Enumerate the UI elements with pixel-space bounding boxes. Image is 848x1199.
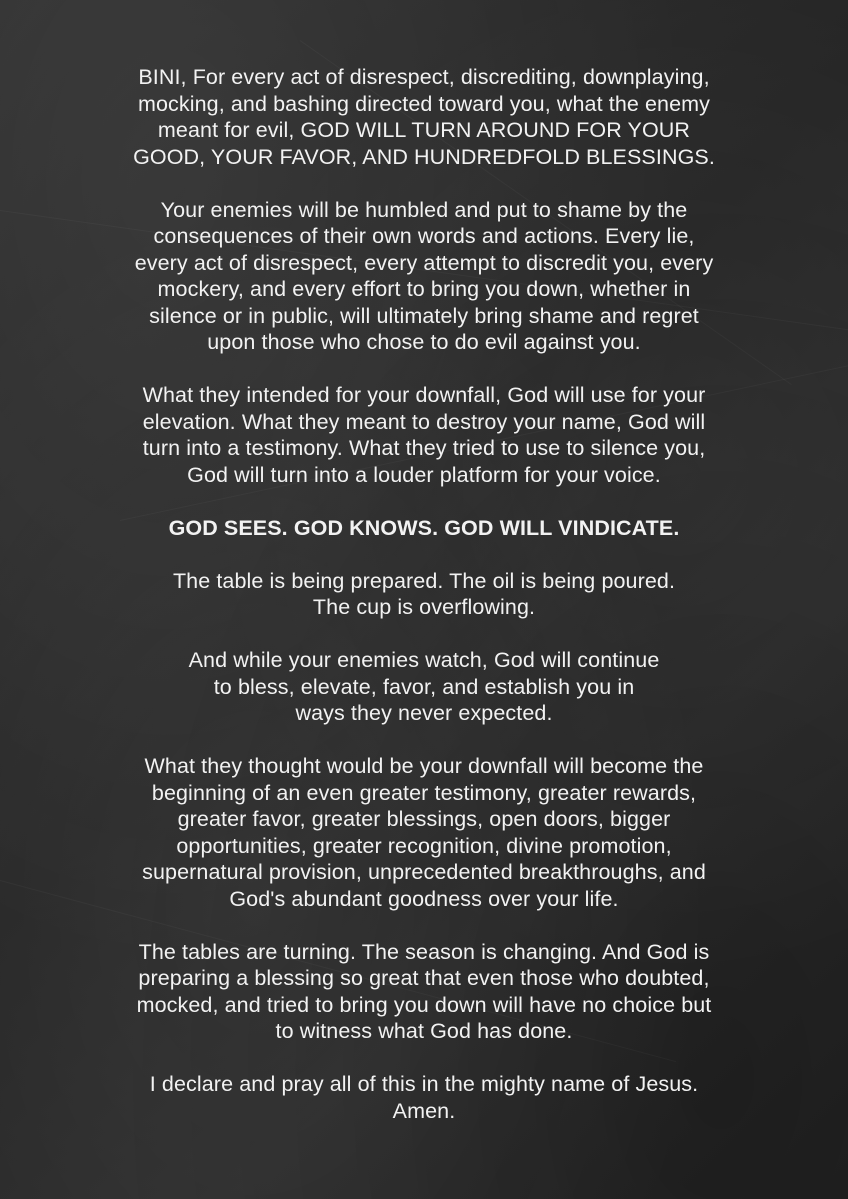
paragraph <box>64 197 784 356</box>
paragraph-line: greater favor, greater blessings, open doors, bigger <box>177 807 671 831</box>
paragraph-line: turn into a testimony. What they tried to use to silence you, <box>142 436 706 460</box>
paragraph-line: What they intended for your downfall, God will use for your <box>142 383 706 407</box>
paragraph-line: I declare and pray all of this in the mighty name of Jesus. <box>149 1072 699 1096</box>
paragraph-line: elevation. What they meant to destroy your name, God will <box>142 409 706 434</box>
paragraph-line: to bless, elevate, favor, and establish you in <box>213 674 635 699</box>
paragraph-line: opportunities, greater recognition, divine promotion, <box>176 833 672 858</box>
paragraph <box>64 753 784 912</box>
paragraph-line: upon those who chose to do evil against you. <box>207 330 641 354</box>
paragraph-line: silence or in public, will ultimately bring shame and regret <box>149 303 699 328</box>
paragraph <box>64 64 784 170</box>
paragraph-line: to witness what God has done. <box>275 1019 573 1043</box>
paragraph-line: consequences of their own words and actions. Every lie, <box>153 224 695 248</box>
paragraph-line: meant for evil, GOD WILL TURN AROUND FOR YOUR <box>157 118 691 142</box>
paragraph <box>64 382 784 488</box>
paragraph-line: BINI, For every act of disrespect, discrediting, downplaying, <box>138 65 710 89</box>
paragraph-line: The table is being prepared. The oil is being poured. <box>172 568 676 593</box>
paragraph <box>64 939 784 1045</box>
paragraph-line: mocked, and tried to bring you down will have no choice but <box>136 992 712 1017</box>
paragraph-line: God will turn into a louder platform for your voice. <box>187 462 661 487</box>
emphasis-heading <box>64 515 784 542</box>
paragraph-line: every act of disrespect, every attempt to discredit you, every <box>134 250 714 275</box>
message-body <box>64 64 784 1124</box>
paragraph-line: God's abundant goodness over your life. <box>229 886 619 911</box>
paragraph-line: Amen. <box>392 1098 456 1123</box>
paragraph-line: GOD SEES. GOD KNOWS. GOD WILL VINDICATE. <box>168 515 680 540</box>
paragraph-line: mockery, and every effort to bring you down, whether in <box>157 277 691 301</box>
paragraph-line: The tables are turning. The season is changing. And God is <box>138 939 710 964</box>
paragraph <box>64 1071 784 1124</box>
paragraph-line: preparing a blessing so great that even those who doubted, <box>138 966 710 990</box>
paragraph <box>64 568 784 621</box>
paragraph-line: What they thought would be your downfall will become the <box>144 754 704 778</box>
paragraph-line: GOOD, YOUR FAVOR, AND HUNDREDFOLD BLESSINGS. <box>133 144 715 169</box>
paragraph-line: mocking, and bashing directed toward you, what the enemy <box>137 91 711 116</box>
paragraph-line: supernatural provision, unprecedented breakthroughs, and <box>142 860 706 884</box>
paragraph-line: Your enemies will be humbled and put to shame by the <box>160 197 688 222</box>
paragraph-line: And while your enemies watch, God will continue <box>188 648 660 672</box>
paragraph <box>64 647 784 727</box>
paragraph-line: The cup is overflowing. <box>312 595 536 619</box>
paragraph-line: ways they never expected. <box>295 701 553 725</box>
paragraph-line: beginning of an even greater testimony, greater rewards, <box>151 780 697 805</box>
